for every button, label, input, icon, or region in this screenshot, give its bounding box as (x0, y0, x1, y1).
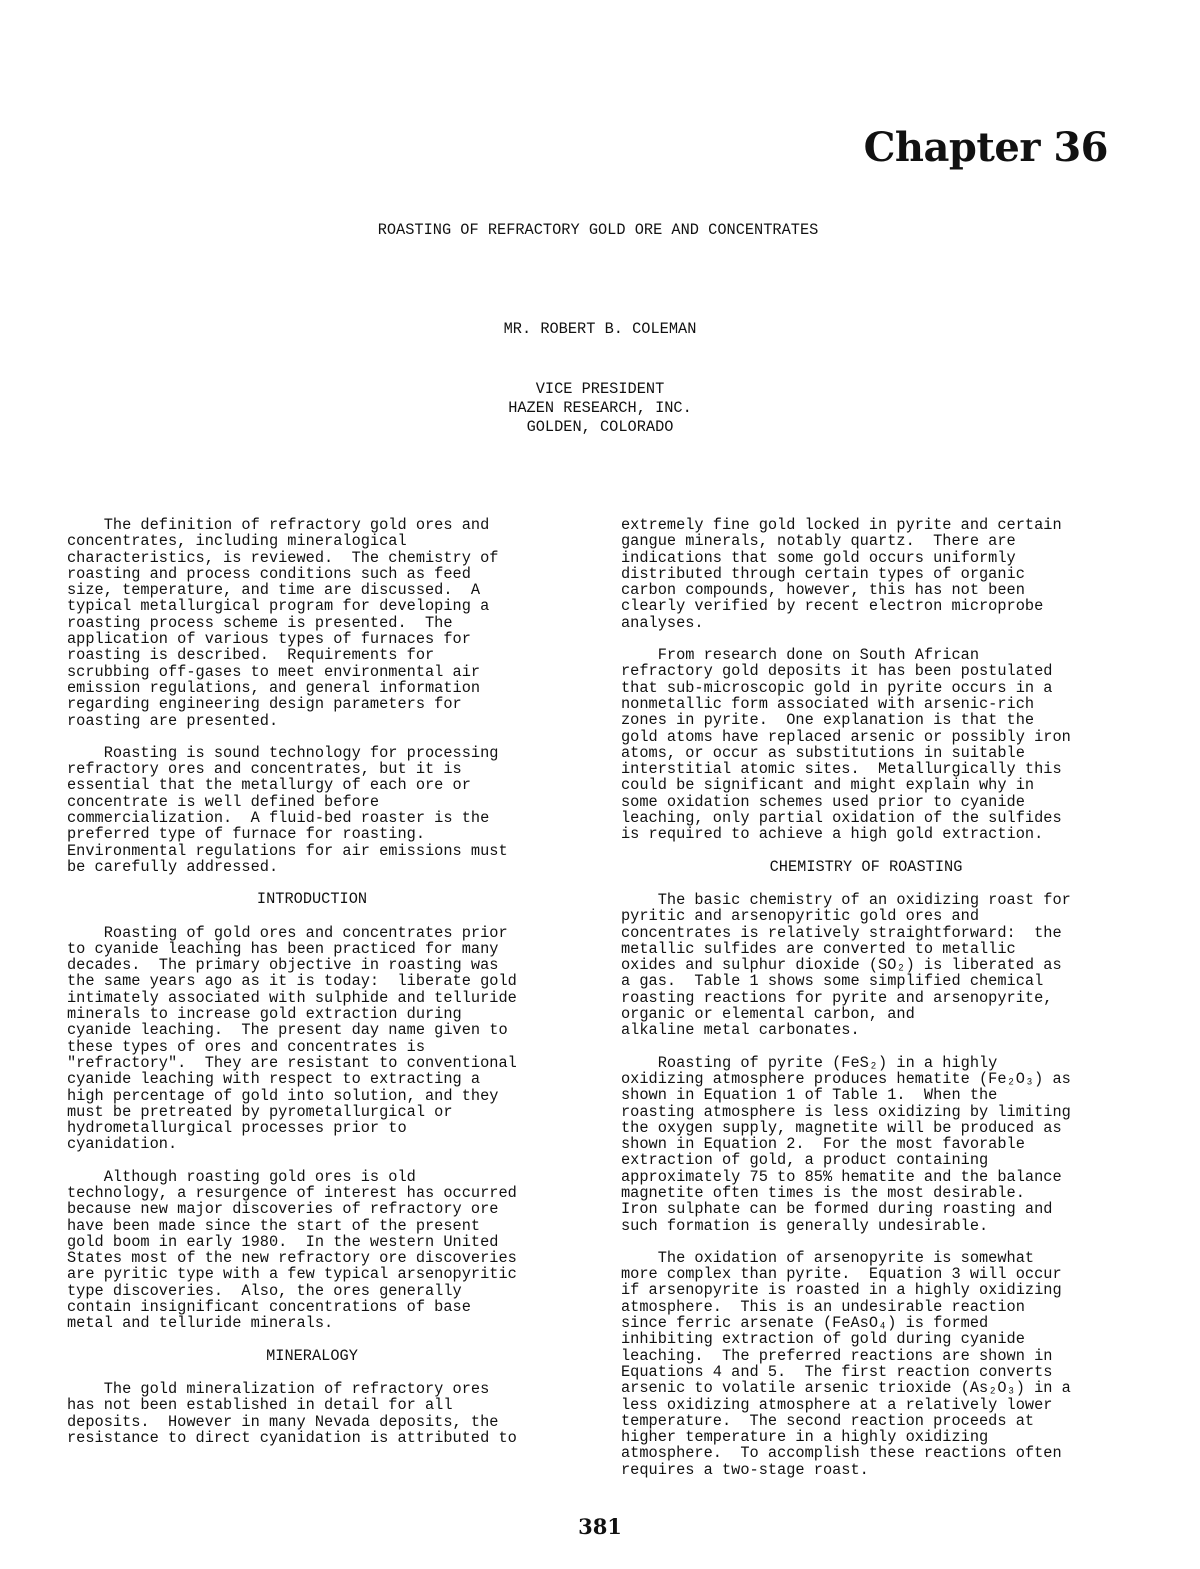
chemistry-heading: CHEMISTRY OF ROASTING (769, 857, 963, 876)
chemistry-paragraph-3: The oxidation of arsenopyrite is somewhat more complex than pyrite. Equation 3 will occur if arsenopyrite is roasted in a highly oxidizing atmosphere. This is an undesirable reaction since ferric arsenate (FeAsO₄) is formed inhibiting extraction of gold during cyanide leaching. The preferred reactions are shown in Equations 4 and 5. The first reaction converts arsenic to volatile arsenic trioxide (As₂O₃) in a less oxidizing atmosphere at a relatively lower temperature. The second reaction proceeds at higher temperature in a highly oxidizing atmosphere. To accomplish these reactions often requires a two-stage roast. (621, 1248, 1071, 1479)
chemistry-paragraph-2: Roasting of pyrite (FeS₂) in a highly oxidizing atmosphere produces hematite (Fe₂O₃) as shown in Equation 1 of Table 1. When the roasting atmosphere is less oxidizing by limiting the oxygen supply, magnetite will be produced as shown in Equation 2. For the most favorable extraction of gold, a product containing approximately 75 to 85% hematite and the balance magnetite often times is the most desirable. Iron sulphate can be formed during roasting and such formation is generally undesirable. (621, 1053, 1071, 1235)
mineralogy-heading: MINERALOGY (266, 1346, 358, 1365)
affiliation-position: VICE PRESIDENT (535, 380, 665, 398)
affiliation-company: HAZEN RESEARCH, INC. (508, 399, 692, 417)
affiliation-location: GOLDEN, COLORADO (526, 418, 674, 436)
introduction-heading: INTRODUCTION (256, 890, 368, 909)
paper-title-text: ROASTING OF REFRACTORY GOLD ORE AND CONCENTRATES (377, 221, 819, 239)
right-column (621, 517, 1111, 1494)
mineralogy-paragraph-2: From research done on South African refractory gold deposits it has been postulated that sub-microscopic gold in pyrite occurs in a nonmetallic form associated with arsenic-rich zones in pyrite. One explanation is that the gold atoms have replaced arsenic or possibly iron atoms, or occur as substitutions in suitable interstitial atomic sites. Metallurgically this could be significant and might explain why in some oxidation schemes used prior to cyanide leaching, only partial oxidation of the sulfides is required to achieve a high gold extraction. (621, 646, 1071, 844)
introduction-paragraph-1: Roasting of gold ores and concentrates prior to cyanide leaching has been practiced for many decades. The primary objective in roasting was the same years ago as it is today: liberate gold intimately associated with sulphide and telluride minerals to increase gold extraction during cyanide leaching. The present day name given to these types of ores and concentrates is "refractory". They are resistant to conventional cyanide leaching with respect to extracting a high percentage of gold into solution, and they must be pretreated by pyrometallurgical or hydrometallurgical processes prior to cyanidation. (67, 923, 517, 1154)
mineralogy-paragraph-1-continued: extremely fine gold locked in pyrite and certain gangue minerals, notably quartz. There are indications that some gold occurs uniformly distributed through certain types of organic carbon compounds, however, this has not been clearly verified by recent electron microprobe analyses. (621, 516, 1062, 632)
introduction-paragraph-2: Although roasting gold ores is old technology, a resurgence of interest has occurred because new major discoveries of refractory ore have been made since the start of the present gold boom in early 1980. In the western United States most of the new refractory ore discoveries are pyritic type with a few typical arsenopyritic type discoveries. Also, the ores generally contain insignificant concentrations of base metal and telluride minerals. (67, 1167, 517, 1333)
paper-title (0, 222, 1200, 238)
left-column (67, 517, 557, 1462)
author-name: MR. ROBERT B. COLEMAN (503, 320, 697, 338)
chapter-label: Chapter 36 (863, 124, 1108, 171)
abstract-paragraph-1: The definition of refractory gold ores and concentrates, including mineralogical characteristics, is reviewed. The chemistry of roasting and process conditions such as feed size, temperature, and time are discussed. A typical metallurgical program for developing a roasting process scheme is presented. The application of various types of furnaces for roasting is described. Requirements for scrubbing off-gases to meet environmental air emission regulations, and general information regarding engineering design parameters for roasting are presented. (67, 516, 499, 730)
mineralogy-paragraph-1: The gold mineralization of refractory ores has not been established in detail for all deposits. However in many Nevada deposits, the resistance to direct cyanidation is attributed to (67, 1379, 517, 1447)
abstract-paragraph-2: Roasting is sound technology for processing refractory ores and concentrates, but it is essential that the metallurgy of each ore or concentrate is well defined before commercialization. A fluid-bed roaster is the preferred type of furnace for roasting. Environmental regulations for air emissions must be carefully addressed. (67, 743, 508, 876)
chemistry-paragraph-1: The basic chemistry of an oxidizing roast for pyritic and arsenopyritic gold ores and concentrates is relatively straightforward: the metallic sulfides are converted to metallic oxides and sulphur dioxide (SO₂) is liberated as a gas. Table 1 shows some simplified chemical roasting reactions for pyrite and arsenopyrite, organic or elemental carbon, and alkaline metal carbonates. (621, 890, 1071, 1040)
author-affiliation (0, 380, 1200, 437)
page-number: 381 (578, 1514, 622, 1539)
